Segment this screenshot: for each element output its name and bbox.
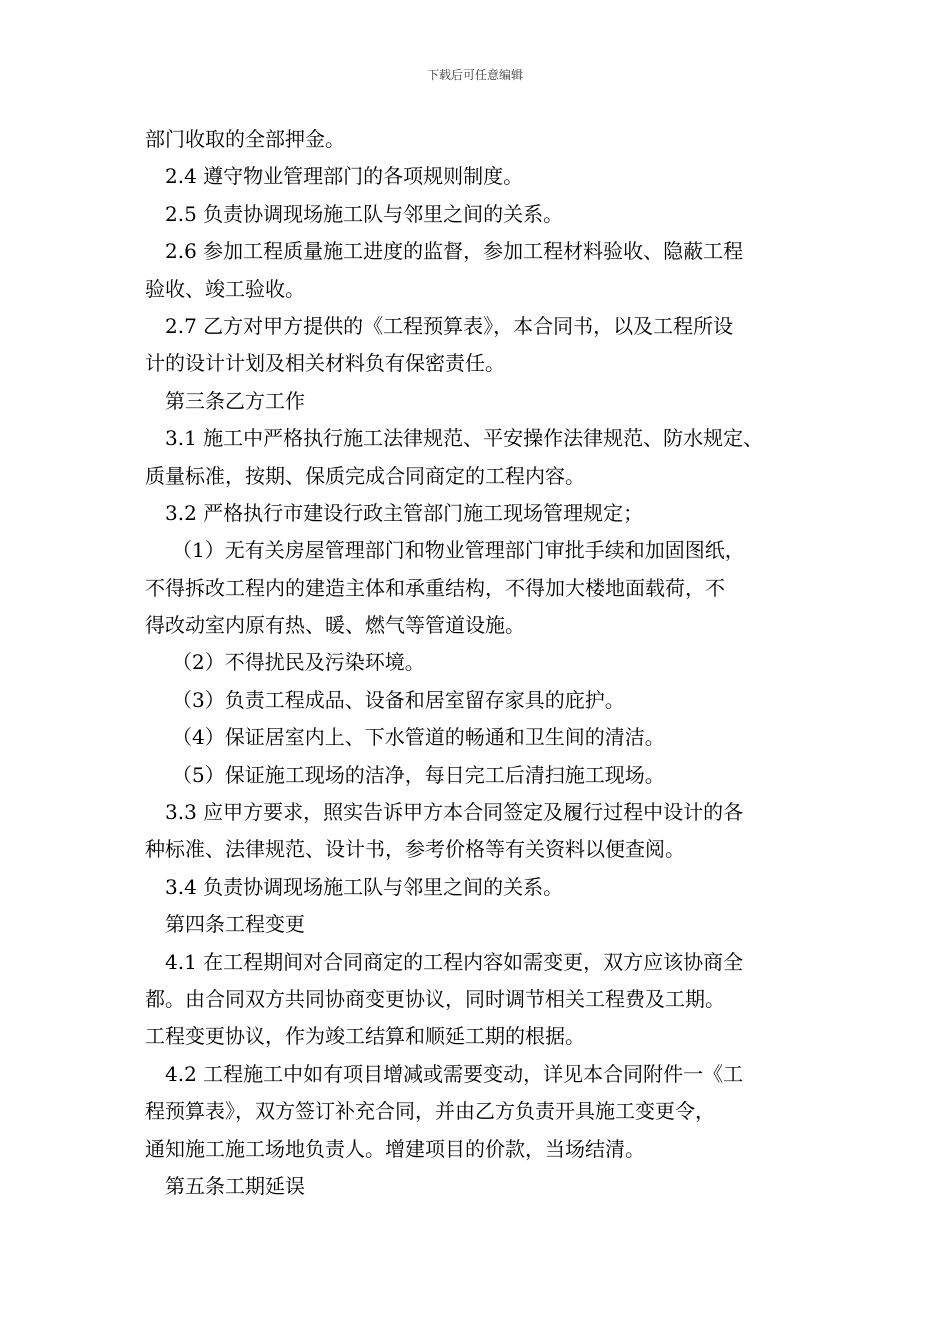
text-line: 通知施工施工场地负责人。增建项目的价款，当场结清。 [145, 1136, 645, 1161]
text-line: 3.1 施工中严格执行施工法律规范、平安操作法律规范、防水规定、 [165, 426, 764, 451]
text-line: 4.1 在工程期间对合同商定的工程内容如需变更，双方应该协商全 [165, 949, 744, 974]
text-line: 部门收取的全部押金。 [145, 127, 345, 151]
text-line: 验收、竣工验收。 [145, 276, 305, 301]
text-line: 2.5 负责协调现场施工队与邻里之间的关系。 [165, 201, 564, 226]
text-line: 程预算表》，双方签订补充合同，并由乙方负责开具施工变更令， [145, 1099, 715, 1124]
text-line: 2.4 遵守物业管理部门的各项规则制度。 [165, 164, 524, 189]
text-line: 都。由合同双方共同协商变更协议，同时调节相关工程费及工期。 [145, 986, 725, 1011]
text-line: 4.2 工程施工中如有项目增减或需要变动，详见本合同附件一《工 [165, 1061, 744, 1086]
page-header: 下载后可任意编辑 [426, 68, 523, 82]
text-line: 3.2 严格执行市建设行政主管部门施工现场管理规定； [165, 500, 644, 525]
text-line: （1）无有关房屋管理部门和物业管理部门审批手续和加固图纸， [172, 538, 745, 563]
contract-body [145, 121, 825, 1205]
text-line: 不得拆改工程内的建造主体和承重结构，不得加大楼地面载荷，不 [145, 575, 725, 600]
text-line: （4）保证居室内上、下水管道的畅通和卫生间的清洁。 [172, 725, 665, 750]
text-line: 3.3 应甲方要求，照实告诉甲方本合同签定及履行过程中设计的各 [165, 800, 744, 825]
text-line: 计的设计计划及相关材料负有保密责任。 [145, 351, 505, 376]
text-line: 质量标准，按期、保质完成合同商定的工程内容。 [145, 463, 585, 488]
text-line: 第四条工程变更 [165, 912, 305, 937]
text-line: （2）不得扰民及污染环境。 [172, 650, 425, 675]
text-line: 得改动室内原有热、暖、燃气等管道设施。 [145, 613, 525, 638]
text-line: 2.7 乙方对甲方提供的《工程预算表》，本合同书，以及工程所设 [165, 313, 734, 338]
text-line: （5）保证施工现场的洁净，每日完工后清扫施工现场。 [172, 762, 665, 787]
text-line: 种标准、法律规范、设计书，参考价格等有关资料以便查阅。 [145, 837, 685, 862]
text-line: （3）负责工程成品、设备和居室留存家具的庇护。 [172, 687, 625, 712]
text-line: 3.4 负责协调现场施工队与邻里之间的关系。 [165, 874, 564, 899]
text-line: 2.6 参加工程质量施工进度的监督，参加工程材料验收、隐蔽工程 [165, 239, 744, 264]
text-line: 第三条乙方工作 [165, 388, 305, 413]
text-line: 第五条工期延误 [165, 1173, 305, 1198]
text-line: 工程变更协议，作为竣工结算和顺延工期的根据。 [145, 1024, 585, 1049]
